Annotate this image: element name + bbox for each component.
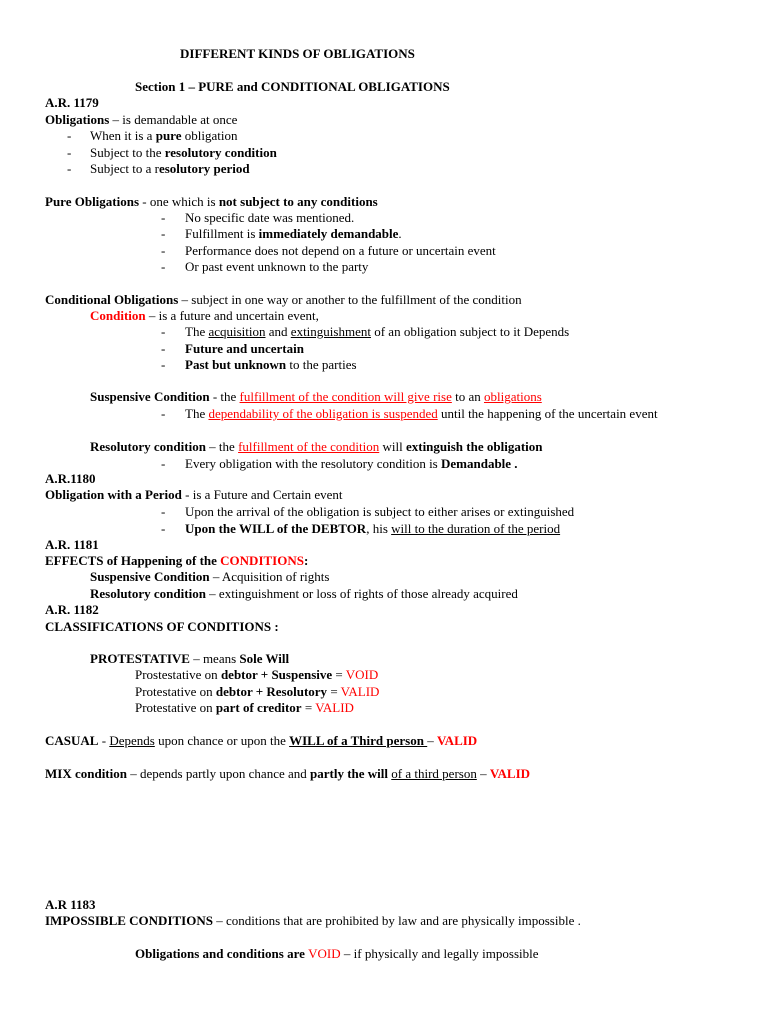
page-title: DIFFERENT KINDS OF OBLIGATIONS xyxy=(180,46,415,61)
effects-heading: EFFECTS of Happening of the CONDITIONS: xyxy=(45,553,309,568)
article-ref-1181: A.R. 1181 xyxy=(45,537,99,552)
list-item: Upon the arrival of the obligation is subject to either arises or extinguished xyxy=(185,504,575,519)
bullet-dash: - xyxy=(161,456,166,471)
mix-condition-definition: MIX condition – depends partly upon chance and partly the will of a third person – VALID xyxy=(45,766,531,781)
obligations-definition: Obligations – is demandable at once xyxy=(45,112,238,127)
condition-definition: Condition – is a future and uncertain event, xyxy=(90,308,319,323)
bullet-dash: - xyxy=(161,210,166,225)
bullet-dash: - xyxy=(161,324,166,339)
article-ref-1182: A.R. 1182 xyxy=(45,602,99,617)
pure-obligations-definition: Pure Obligations - one which is not subject to any conditions xyxy=(45,194,378,209)
protestative-rule-1: Prostestative on debtor + Suspensive = VOID xyxy=(135,667,379,682)
impossible-conditions-rule: Obligations and conditions are VOID – if physically and legally impossible xyxy=(135,946,539,961)
resolutory-effect: Resolutory condition – extinguishment or loss of rights of those already acquired xyxy=(90,586,518,601)
list-item: Upon the WILL of the DEBTOR, his will to the duration of the period xyxy=(185,521,561,536)
list-item: When it is a pure obligation xyxy=(90,128,238,143)
list-item: Subject to the resolutory condition xyxy=(90,145,277,160)
article-ref-1183: A.R 1183 xyxy=(45,897,96,912)
article-ref-1180: A.R.1180 xyxy=(45,471,96,486)
bullet-dash: - xyxy=(161,341,166,356)
list-item: Fulfillment is immediately demandable. xyxy=(185,226,402,241)
list-item: Future and uncertain xyxy=(185,341,304,356)
classifications-heading: CLASSIFICATIONS OF CONDITIONS : xyxy=(45,619,279,634)
list-item: No specific date was mentioned. xyxy=(185,210,355,225)
casual-definition: CASUAL - Depends upon chance or upon the WILL of a Third person – VALID xyxy=(45,733,478,748)
suspensive-condition-definition: Suspensive Condition - the fulfillment of the condition will give rise to an obligations xyxy=(90,389,542,404)
list-item: The acquisition and extinguishment of an obligation subject to it Depends xyxy=(185,324,570,339)
bullet-dash: - xyxy=(161,357,166,372)
list-item: Past but unknown to the parties xyxy=(185,357,357,372)
bullet-dash: - xyxy=(67,145,72,160)
bullet-dash: - xyxy=(161,504,166,519)
bullet-dash: - xyxy=(67,161,72,176)
resolutory-condition-definition: Resolutory condition – the fulfillment of the condition will extinguish the obligation xyxy=(90,439,543,454)
bullet-dash: - xyxy=(67,128,72,143)
impossible-conditions-definition: IMPOSSIBLE CONDITIONS – conditions that are prohibited by law and are physically impossible . xyxy=(45,913,581,928)
suspensive-effect: Suspensive Condition – Acquisition of rights xyxy=(90,569,330,584)
bullet-dash: - xyxy=(161,259,166,274)
bullet-dash: - xyxy=(161,226,166,241)
protestative-rule-3: Protestative on part of creditor = VALID xyxy=(135,700,354,715)
list-item: The dependability of the obligation is suspended until the happening of the uncertain event xyxy=(185,406,658,421)
conditional-obligations-definition: Conditional Obligations – subject in one way or another to the fulfillment of the condition xyxy=(45,292,522,307)
section-heading: Section 1 – PURE and CONDITIONAL OBLIGATIONS xyxy=(135,79,450,94)
article-ref-1179: A.R. 1179 xyxy=(45,95,99,110)
bullet-dash: - xyxy=(161,521,166,536)
bullet-dash: - xyxy=(161,243,166,258)
list-item: Performance does not depend on a future or uncertain event xyxy=(185,243,496,258)
list-item: Subject to a resolutory period xyxy=(90,161,250,176)
protestative-rule-2: Protestative on debtor + Resolutory = VALID xyxy=(135,684,380,699)
protestative-definition: PROTESTATIVE – means Sole Will xyxy=(90,651,290,666)
bullet-dash: - xyxy=(161,406,166,421)
list-item: Every obligation with the resolutory condition is Demandable . xyxy=(185,456,518,471)
obligation-with-period-definition: Obligation with a Period - is a Future and Certain event xyxy=(45,487,343,502)
list-item: Or past event unknown to the party xyxy=(185,259,369,274)
